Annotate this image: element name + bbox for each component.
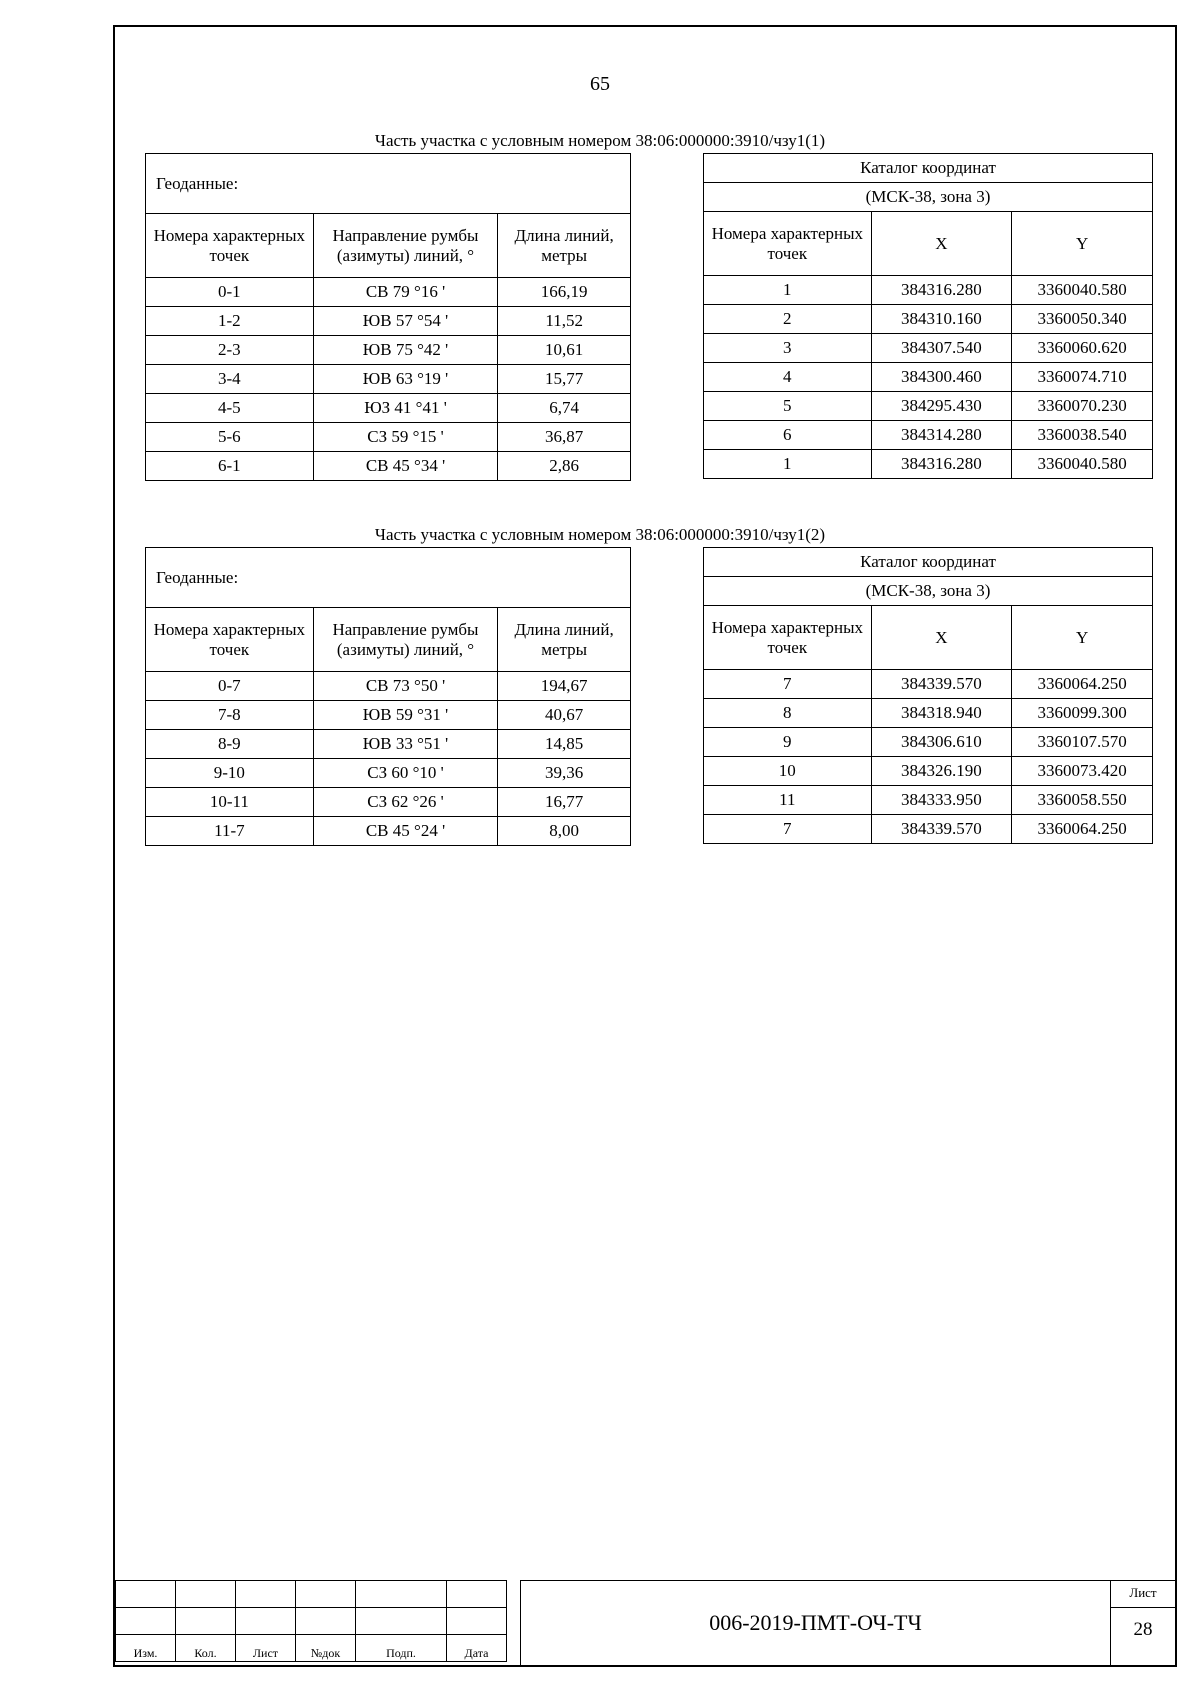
- col-header-y: Y: [1012, 606, 1153, 670]
- geodata-label: Геоданные:: [146, 548, 631, 608]
- y-cell: 3360060.620: [1012, 334, 1153, 363]
- direction-cell: СЗ 59 °15 ': [313, 423, 498, 452]
- table-row: [146, 672, 631, 701]
- points-cell: 5-6: [146, 423, 314, 452]
- direction-cell: СЗ 60 °10 ': [313, 759, 498, 788]
- x-cell: 384326.190: [871, 757, 1012, 786]
- table-row: [704, 276, 1153, 305]
- table-row: [704, 815, 1153, 844]
- y-cell: 3360064.250: [1012, 670, 1153, 699]
- points-cell: 9-10: [146, 759, 314, 788]
- col-header-x: X: [871, 606, 1012, 670]
- length-cell: 11,52: [498, 307, 631, 336]
- points-cell: 8-9: [146, 730, 314, 759]
- length-cell: 2,86: [498, 452, 631, 481]
- y-cell: 3360058.550: [1012, 786, 1153, 815]
- table-row: [704, 670, 1153, 699]
- table-row: [146, 423, 631, 452]
- x-cell: 384316.280: [871, 450, 1012, 479]
- table-row: [704, 757, 1153, 786]
- x-cell: 384339.570: [871, 815, 1012, 844]
- length-cell: 14,85: [498, 730, 631, 759]
- table-row: [704, 305, 1153, 334]
- length-cell: 8,00: [498, 817, 631, 846]
- col-label-change: Изм.: [116, 1635, 176, 1662]
- points-cell: 4-5: [146, 394, 314, 423]
- sheet-box: [1110, 1580, 1175, 1665]
- col-label-doc-number: №док: [296, 1635, 356, 1662]
- coordinate-catalog-table: [703, 547, 1153, 844]
- table-row: [146, 759, 631, 788]
- length-cell: 39,36: [498, 759, 631, 788]
- direction-cell: СВ 45 °34 ': [313, 452, 498, 481]
- geodata-label: Геоданные:: [146, 154, 631, 214]
- table-row: [704, 786, 1153, 815]
- point-cell: 5: [704, 392, 872, 421]
- col-header-points: Номера характерных точек: [146, 214, 314, 278]
- col-label-date: Дата: [447, 1635, 507, 1662]
- coordinate-catalog-table: [703, 153, 1153, 479]
- table-row: [704, 699, 1153, 728]
- table-row: [146, 394, 631, 423]
- page-number: 65: [590, 73, 610, 95]
- point-cell: 9: [704, 728, 872, 757]
- geodata-table: [145, 547, 631, 846]
- catalog-title: Каталог координат: [704, 154, 1153, 183]
- x-cell: 384339.570: [871, 670, 1012, 699]
- direction-cell: ЮВ 33 °51 ': [313, 730, 498, 759]
- length-cell: 10,61: [498, 336, 631, 365]
- geodata-table: [145, 153, 631, 481]
- y-cell: 3360040.580: [1012, 450, 1153, 479]
- points-cell: 2-3: [146, 336, 314, 365]
- points-cell: 10-11: [146, 788, 314, 817]
- direction-cell: СВ 45 °24 ': [313, 817, 498, 846]
- section-title: Часть участка с условным номером 38:06:000000:3910/чзу1(2): [374, 525, 826, 544]
- x-cell: 384316.280: [871, 276, 1012, 305]
- points-cell: 0-1: [146, 278, 314, 307]
- table-row: [146, 307, 631, 336]
- length-cell: 15,77: [498, 365, 631, 394]
- table-row: [146, 278, 631, 307]
- point-cell: 1: [704, 276, 872, 305]
- length-cell: 166,19: [498, 278, 631, 307]
- direction-cell: СВ 73 °50 ': [313, 672, 498, 701]
- col-header-direction: Направление румбы (азимуты) линий, °: [313, 608, 498, 672]
- point-cell: 2: [704, 305, 872, 334]
- point-cell: 6: [704, 421, 872, 450]
- sheet-number: 28: [1133, 1619, 1153, 1640]
- col-label-signature: Подп.: [356, 1635, 447, 1662]
- length-cell: 40,67: [498, 701, 631, 730]
- length-cell: 194,67: [498, 672, 631, 701]
- coordinate-system: (МСК-38, зона 3): [704, 183, 1153, 212]
- section-title: Часть участка с условным номером 38:06:000000:3910/чзу1(1): [374, 131, 826, 150]
- col-label-sheet: Лист: [236, 1635, 296, 1662]
- y-cell: 3360038.540: [1012, 421, 1153, 450]
- point-cell: 1: [704, 450, 872, 479]
- x-cell: 384333.950: [871, 786, 1012, 815]
- y-cell: 3360070.230: [1012, 392, 1153, 421]
- coordinate-system: (МСК-38, зона 3): [704, 577, 1153, 606]
- col-header-length: Длина линий, метры: [498, 608, 631, 672]
- y-cell: 3360074.710: [1012, 363, 1153, 392]
- table-row: [704, 363, 1153, 392]
- point-cell: 10: [704, 757, 872, 786]
- direction-cell: ЮВ 63 °19 ': [313, 365, 498, 394]
- direction-cell: ЮВ 57 °54 ': [313, 307, 498, 336]
- table-row: [146, 730, 631, 759]
- point-cell: 7: [704, 670, 872, 699]
- catalog-title: Каталог координат: [704, 548, 1153, 577]
- points-cell: 0-7: [146, 672, 314, 701]
- table-row: [146, 817, 631, 846]
- x-cell: 384314.280: [871, 421, 1012, 450]
- col-header-points: Номера характерных точек: [704, 606, 872, 670]
- x-cell: 384307.540: [871, 334, 1012, 363]
- col-header-y: Y: [1012, 212, 1153, 276]
- col-header-x: X: [871, 212, 1012, 276]
- y-cell: 3360050.340: [1012, 305, 1153, 334]
- point-cell: 4: [704, 363, 872, 392]
- y-cell: 3360107.570: [1012, 728, 1153, 757]
- point-cell: 3: [704, 334, 872, 363]
- y-cell: 3360064.250: [1012, 815, 1153, 844]
- table-row: [146, 365, 631, 394]
- table-row: [704, 392, 1153, 421]
- direction-cell: ЮЗ 41 °41 ': [313, 394, 498, 423]
- direction-cell: ЮВ 59 °31 ': [313, 701, 498, 730]
- table-row: [704, 334, 1153, 363]
- x-cell: 384306.610: [871, 728, 1012, 757]
- col-header-points: Номера характерных точек: [146, 608, 314, 672]
- x-cell: 384310.160: [871, 305, 1012, 334]
- points-cell: 3-4: [146, 365, 314, 394]
- direction-cell: СВ 79 °16 ': [313, 278, 498, 307]
- table-row: [146, 701, 631, 730]
- x-cell: 384318.940: [871, 699, 1012, 728]
- length-cell: 16,77: [498, 788, 631, 817]
- table-row: [146, 452, 631, 481]
- table-row: [704, 728, 1153, 757]
- table-row: [704, 421, 1153, 450]
- revision-grid: [115, 1580, 507, 1662]
- table-row: [146, 336, 631, 365]
- col-header-points: Номера характерных точек: [704, 212, 872, 276]
- table-row: [146, 788, 631, 817]
- document-code: 006-2019-ПМТ-ОЧ-ТЧ: [520, 1580, 1110, 1665]
- points-cell: 6-1: [146, 452, 314, 481]
- y-cell: 3360099.300: [1012, 699, 1153, 728]
- points-cell: 11-7: [146, 817, 314, 846]
- col-header-length: Длина линий, метры: [498, 214, 631, 278]
- point-cell: 8: [704, 699, 872, 728]
- point-cell: 7: [704, 815, 872, 844]
- points-cell: 7-8: [146, 701, 314, 730]
- direction-cell: ЮВ 75 °42 ': [313, 336, 498, 365]
- y-cell: 3360040.580: [1012, 276, 1153, 305]
- points-cell: 1-2: [146, 307, 314, 336]
- sheet-label: Лист: [1129, 1585, 1157, 1600]
- direction-cell: СЗ 62 °26 ': [313, 788, 498, 817]
- x-cell: 384295.430: [871, 392, 1012, 421]
- point-cell: 11: [704, 786, 872, 815]
- col-label-count: Кол.: [176, 1635, 236, 1662]
- col-header-direction: Направление румбы (азимуты) линий, °: [313, 214, 498, 278]
- length-cell: 36,87: [498, 423, 631, 452]
- y-cell: 3360073.420: [1012, 757, 1153, 786]
- table-row: [704, 450, 1153, 479]
- x-cell: 384300.460: [871, 363, 1012, 392]
- length-cell: 6,74: [498, 394, 631, 423]
- title-block: [115, 1580, 1175, 1665]
